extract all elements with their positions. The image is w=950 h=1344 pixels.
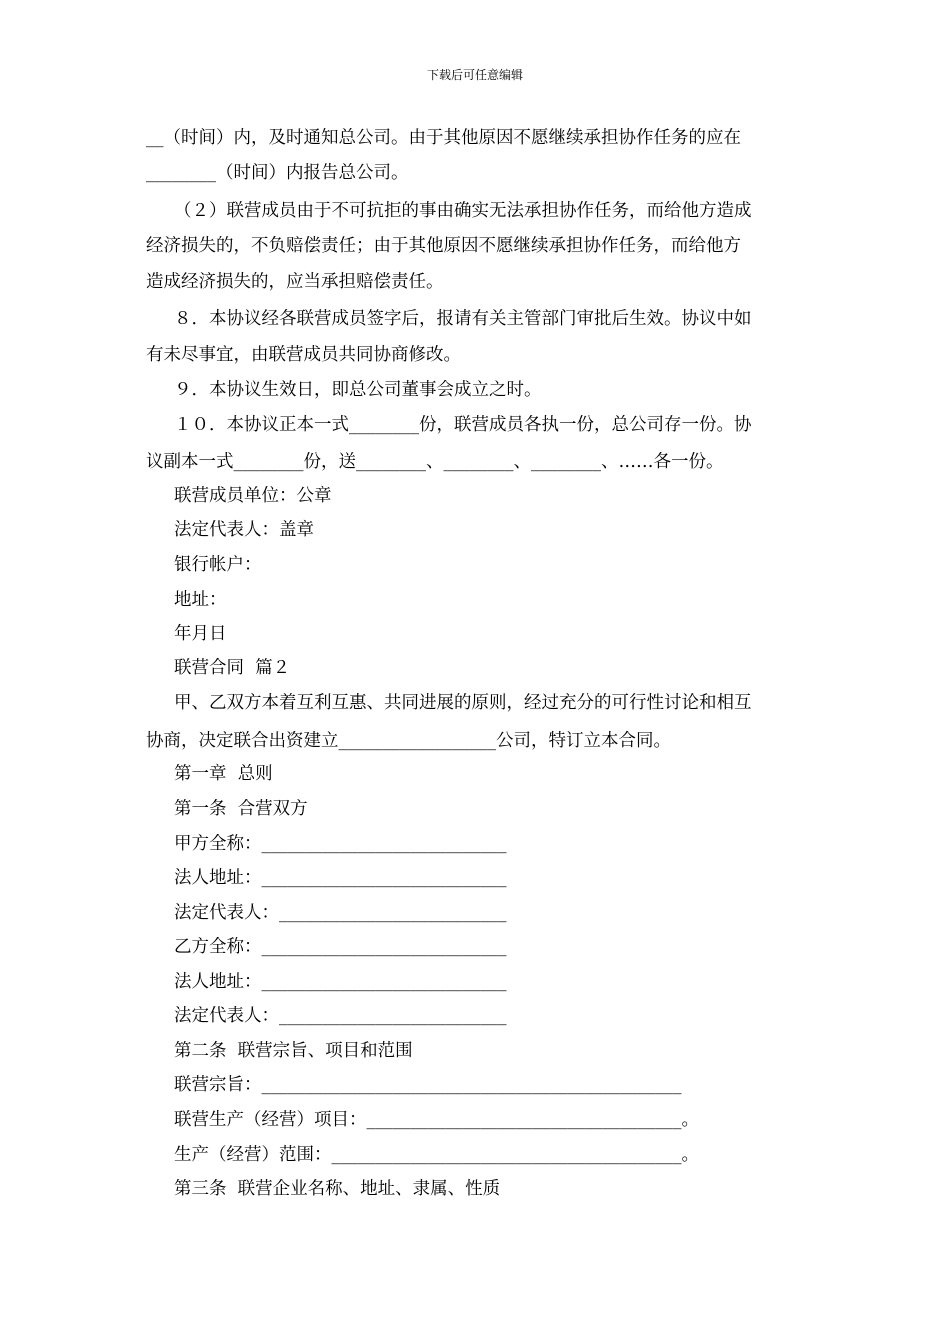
body-line: __（时间）内，及时通知总公司。由于其他原因不愿继续承担协作任务的应在 xyxy=(146,128,741,148)
body-line: 法定代表人：盖章 xyxy=(174,520,314,540)
body-line: ９．本协议生效日，即总公司董事会成立之时。 xyxy=(174,380,542,400)
body-line: （２）联营成员由于不可抗拒的事由确实无法承担协作任务，而给他方造成 xyxy=(174,201,752,221)
body-line: ________（时间）内报告总公司。 xyxy=(146,163,409,183)
form-field-line: 联营宗旨：________________________________________________ xyxy=(174,1075,682,1095)
form-field-line: 法人地址：____________________________ xyxy=(174,868,507,888)
body-line: 有未尽事宜，由联营成员共同协商修改。 xyxy=(146,345,461,365)
form-field-line: 法人地址：____________________________ xyxy=(174,972,507,992)
body-line: 联营成员单位：公章 xyxy=(174,486,332,506)
body-line: 银行帐户： xyxy=(174,555,262,575)
body-line: 经济损失的，不负赔偿责任；由于其他原因不愿继续承担协作任务，而给他方 xyxy=(146,236,741,256)
form-field-line: 生产（经营）范围：________________________________________。 xyxy=(174,1145,699,1165)
article-heading: 第一条 合营双方 xyxy=(174,799,308,819)
body-line: 甲、乙双方本着互利互惠、共同进展的原则，经过充分的可行性讨论和相互 xyxy=(174,693,752,713)
body-line: 年月日 xyxy=(174,624,227,644)
body-line: 协商，决定联合出资建立__________________公司，特订立本合同。 xyxy=(146,731,671,751)
body-line: 地址： xyxy=(174,590,227,610)
article-heading: 第二条 联营宗旨、项目和范围 xyxy=(174,1041,413,1061)
page-header: 下载后可任意编辑 xyxy=(426,68,523,82)
form-field-line: 联营生产（经营）项目：____________________________________。 xyxy=(174,1110,699,1130)
body-line: ８．本协议经各联营成员签字后，报请有关主管部门审批后生效。协议中如 xyxy=(174,309,752,329)
form-field-line: 甲方全称：____________________________ xyxy=(174,834,507,854)
article-heading: 第三条 联营企业名称、地址、隶属、性质 xyxy=(174,1179,501,1199)
form-field-line: 法定代表人：__________________________ xyxy=(174,903,507,923)
body-line: 造成经济损失的，应当承担赔偿责任。 xyxy=(146,272,444,292)
chapter-heading: 第一章 总则 xyxy=(174,764,273,784)
body-line: 议副本一式________份，送________、________、________、……各一份。 xyxy=(146,452,724,472)
body-line: １０．本协议正本一式________份，联营成员各执一份，总公司存一份。协 xyxy=(174,415,752,435)
form-field-line: 法定代表人：__________________________ xyxy=(174,1006,507,1026)
section-title: 联营合同 篇２ xyxy=(174,658,291,678)
form-field-line: 乙方全称：____________________________ xyxy=(174,937,507,957)
